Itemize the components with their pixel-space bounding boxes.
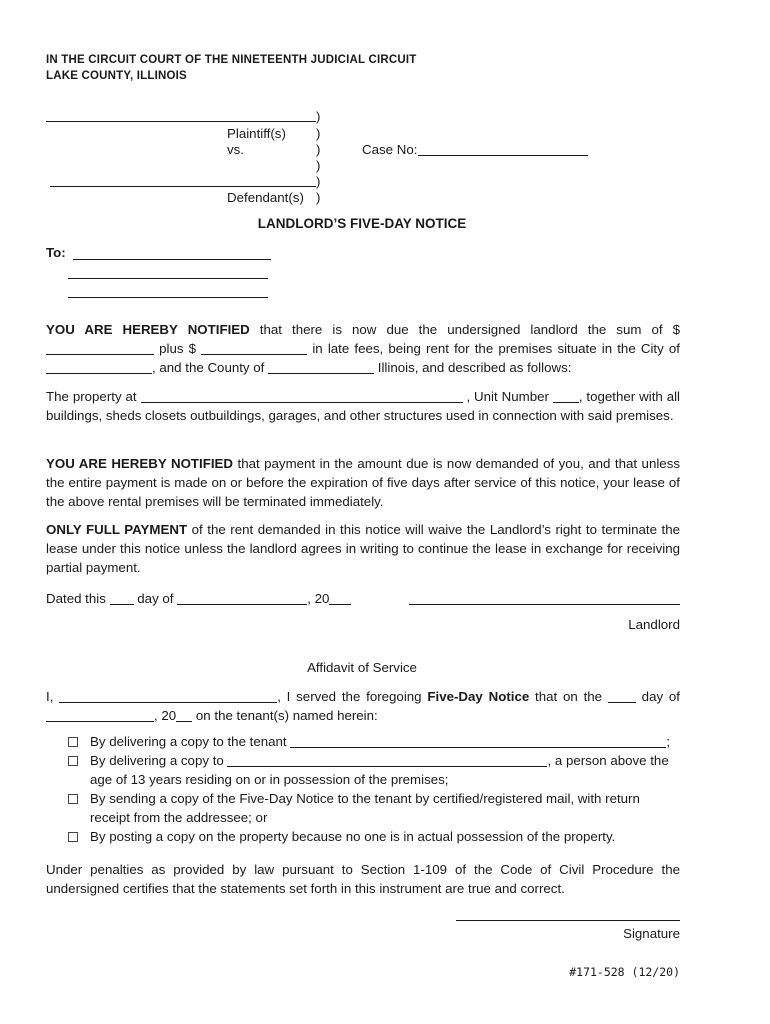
court-header (46, 52, 416, 84)
caption-paren: ) (316, 174, 321, 189)
p1-text: that there is now due the undersigned landlord the sum of $ (249, 322, 681, 337)
caption-paren: ) (316, 126, 321, 141)
affidavit-title: Affidavit of Service (307, 660, 417, 675)
p1-text: , and the County of (152, 360, 265, 375)
late-fee-blank[interactable] (201, 341, 307, 355)
p2-text: The property at (46, 389, 137, 404)
p1-text: Illinois, and described as follows: (374, 360, 572, 375)
affidavit-text: , 20 (154, 708, 177, 723)
checkbox[interactable] (68, 832, 78, 842)
checkbox[interactable] (68, 756, 78, 766)
unit-number-blank[interactable] (553, 389, 579, 403)
case-no-line[interactable] (418, 141, 588, 156)
city-blank[interactable] (46, 360, 152, 374)
service-methods-list (66, 732, 680, 846)
p2-text: , together with all buildings, sheds closets outbuildings, garages, and other structures used in connection with said premises. (46, 389, 680, 423)
checkbox[interactable] (68, 737, 78, 747)
affidavit-text: , I served the foregoing (277, 689, 422, 704)
case-no-label: Case No: (362, 142, 418, 157)
dated-month-blank[interactable] (177, 591, 307, 605)
property-paragraph (46, 387, 680, 425)
method-text: , a person above the age of 13 years residing on or in possession of the premises; (90, 753, 669, 787)
demand-paragraph (46, 454, 680, 511)
full-payment-heading: ONLY FULL PAYMENT (46, 522, 188, 537)
method-text: By sending a copy of the Five-Day Notice to the tenant by certified/registered mail, with return receipt from the addressee; or (90, 791, 640, 825)
five-day-notice-label: Five-Day Notice (427, 689, 530, 704)
notified-heading: YOU ARE HEREBY NOTIFIED (46, 456, 234, 471)
landlord-label: Landlord (628, 617, 680, 632)
notice-title: LANDLORD’S FIVE-DAY NOTICE (257, 216, 467, 231)
affidavit-text: I, (46, 689, 54, 704)
vs-label: vs. (227, 142, 244, 157)
plaintiff-line[interactable] (46, 107, 316, 122)
full-payment-paragraph (46, 520, 680, 577)
defendant-label: Defendant(s) (227, 190, 304, 205)
checkbox[interactable] (68, 794, 78, 804)
p2-text: , Unit Number (466, 389, 549, 404)
caption-paren: ) (316, 109, 321, 124)
dated-text: Dated this (46, 591, 106, 606)
caption-paren: ) (316, 142, 321, 157)
p4-text: of the rent demanded in this notice will waive the Landlord’s right to terminate the lease under this notice unless the landlord agrees in writing to continue the lease in exchange for receiving partial payment. (46, 522, 680, 575)
p1-text: in late fees, being rent for the premises situate in the City of (307, 341, 680, 356)
dated-day-blank[interactable] (110, 591, 134, 605)
affidavit-statement (46, 687, 680, 725)
service-month-blank[interactable] (46, 708, 154, 722)
dated-year-blank[interactable] (329, 591, 351, 605)
tenant-line-3[interactable] (68, 283, 268, 298)
tenant-line-2[interactable] (68, 264, 268, 279)
court-county: LAKE COUNTY, ILLINOIS (46, 70, 187, 82)
plaintiff-label: Plaintiff(s) (227, 126, 286, 141)
method-text: ; (666, 734, 671, 749)
penalty-statement: Under penalties as provided by law pursuant to Section 1-109 of the Code of Civil Procedure the undersigned certifies that the statements set forth in this instrument are true and correct. (46, 862, 680, 896)
dated-text: day of (137, 591, 174, 606)
service-method-item (66, 827, 680, 846)
rent-amount-blank[interactable] (46, 341, 154, 355)
affidavit-text: on the tenant(s) named herein: (195, 708, 378, 723)
defendant-line[interactable] (50, 172, 316, 187)
service-method-item (66, 789, 680, 827)
p3-text: that payment in the amount due is now demanded of you, and that unless the entire payment is made on or before the expiration of five days after service of this notice, your lease of the above rental premises will be terminated immediately. (46, 456, 680, 509)
server-name-blank[interactable] (59, 689, 277, 703)
caption-paren: ) (316, 158, 321, 173)
p1-text: plus $ (154, 341, 197, 356)
county-blank[interactable] (268, 360, 374, 374)
affidavit-text: that on the (535, 689, 603, 704)
service-day-blank[interactable] (608, 689, 636, 703)
method-text: By posting a copy on the property because no one is in actual possession of the property. (90, 829, 616, 844)
service-method-item (66, 751, 680, 789)
dated-line (46, 589, 351, 608)
method-text: By delivering a copy to the tenant (90, 734, 287, 749)
signature-label: Signature (623, 926, 680, 941)
service-year-blank[interactable] (176, 708, 192, 722)
to-label: To: (46, 245, 66, 260)
notified-heading: YOU ARE HEREBY NOTIFIED (46, 322, 250, 337)
form-number: #171-528 (12/20) (569, 965, 680, 979)
service-method-item (66, 732, 680, 751)
tenant-line-1[interactable] (73, 245, 271, 260)
method-text: By delivering a copy to (90, 753, 224, 768)
court-name: IN THE CIRCUIT COURT OF THE NINETEENTH JUDICIAL CIRCUIT (46, 54, 417, 66)
amount-due-paragraph (46, 320, 680, 377)
caption-paren: ) (316, 190, 321, 205)
property-address-blank[interactable] (141, 389, 463, 403)
landlord-signature-line[interactable] (409, 590, 680, 605)
recipient-name-blank[interactable] (227, 753, 547, 767)
tenant-name-blank[interactable] (290, 734, 666, 748)
dated-text: , 20 (307, 591, 330, 606)
affidavit-text: day of (641, 689, 680, 704)
signature-line[interactable] (456, 906, 680, 921)
